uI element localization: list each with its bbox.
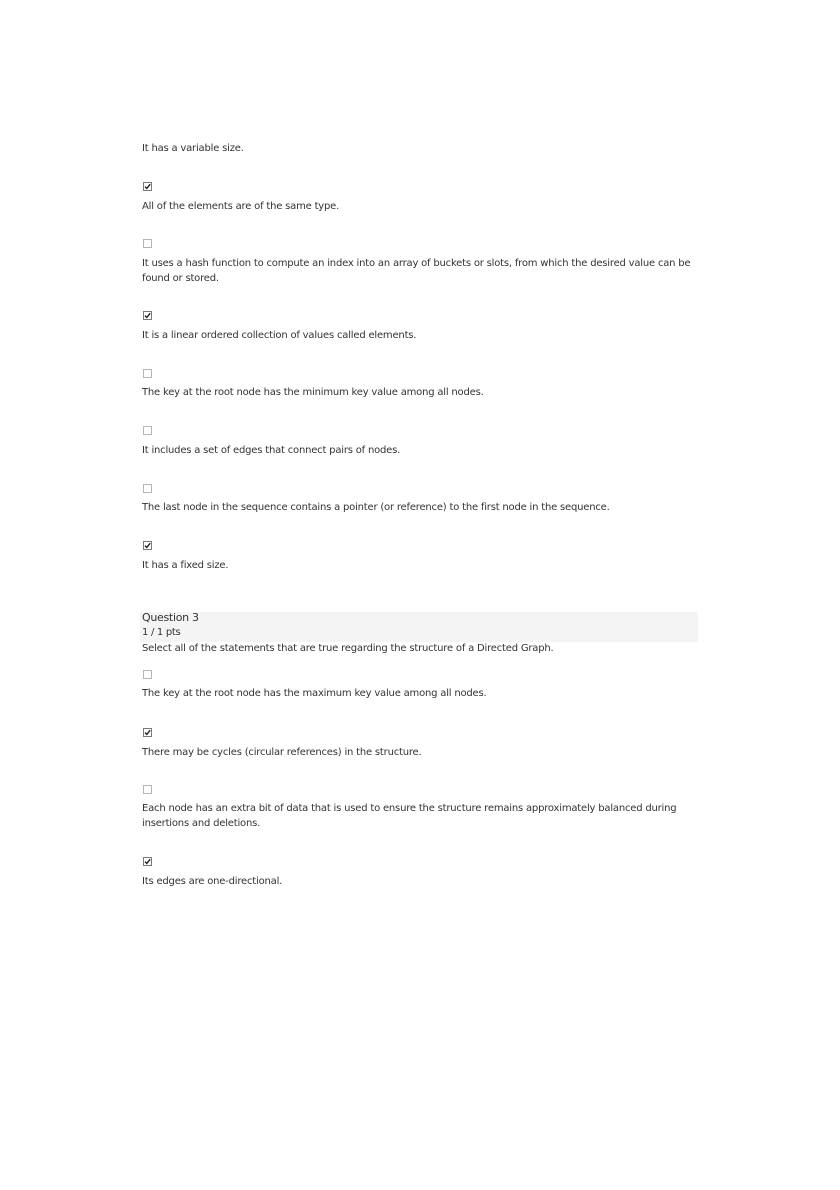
checkmark-icon <box>144 729 151 736</box>
q3-option-4-checkbox[interactable] <box>143 857 152 866</box>
q2-option-7-checkbox[interactable] <box>143 484 152 493</box>
q2-option-6-checkbox[interactable] <box>143 426 152 435</box>
checkmark-icon <box>144 542 151 549</box>
q3-option-4-text: Its edges are one-directional. <box>142 876 283 887</box>
q2-option-4-text: It is a linear ordered collection of values called elements. <box>142 330 417 341</box>
q2-option-8-text: It has a fixed size. <box>142 560 229 571</box>
q2-option-7-text: The last node in the sequence contains a pointer (or reference) to the first node in the sequence. <box>142 502 610 513</box>
q2-option-6-text: It includes a set of edges that connect pairs of nodes. <box>142 445 401 456</box>
q2-option-2-checkbox[interactable] <box>143 182 152 191</box>
q2-option-5-checkbox[interactable] <box>143 369 152 378</box>
q3-option-1-text: The key at the root node has the maximum key value among all nodes. <box>142 688 487 699</box>
q3-option-2-text: There may be cycles (circular references) in the structure. <box>142 747 422 758</box>
q2-option-5-text: The key at the root node has the minimum key value among all nodes. <box>142 387 484 398</box>
q2-option-8-checkbox[interactable] <box>143 541 152 550</box>
question-3-prompt: Select all of the statements that are true regarding the structure of a Directed Graph. <box>142 643 554 654</box>
q2-option-4-checkbox[interactable] <box>143 311 152 320</box>
q3-option-3-text: Each node has an extra bit of data that is used to ensure the structure remains approximately balanced during insertions and deletions. <box>142 803 677 829</box>
q2-option-3-text: It uses a hash function to compute an index into an array of buckets or slots, from which the desired value can be found or stored. <box>142 258 691 284</box>
q3-option-1-checkbox[interactable] <box>143 670 152 679</box>
question-3-title: Question 3 <box>142 611 199 624</box>
checkmark-icon <box>144 312 151 319</box>
checkmark-icon <box>144 183 151 190</box>
q3-option-3-checkbox[interactable] <box>143 785 152 794</box>
q2-option-3-checkbox[interactable] <box>143 239 152 248</box>
q2-option-1-text: It has a variable size. <box>142 143 244 154</box>
q2-option-2-text: All of the elements are of the same type. <box>142 201 340 212</box>
checkmark-icon <box>144 858 151 865</box>
question-3-header <box>140 612 698 642</box>
q3-option-2-checkbox[interactable] <box>143 728 152 737</box>
question-3-points: 1 / 1 pts <box>142 627 181 638</box>
